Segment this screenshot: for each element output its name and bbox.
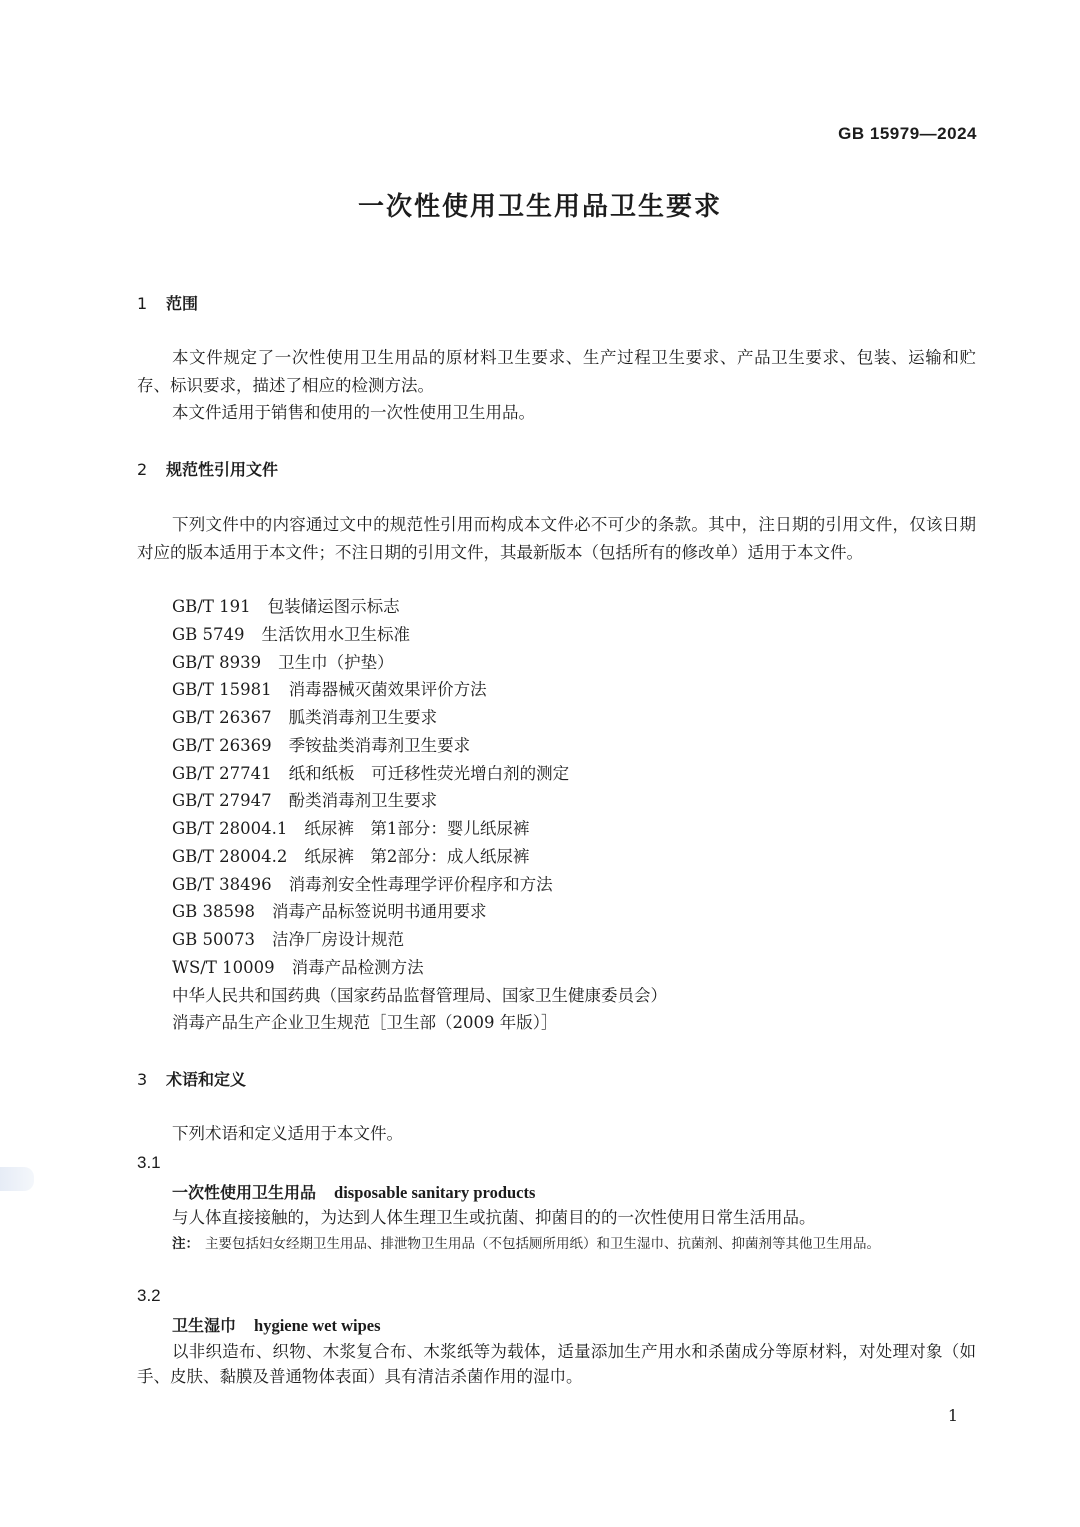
section-number: 2 [137, 460, 148, 479]
reference-item [172, 676, 667, 704]
reference-code: GB 50073 [172, 930, 256, 949]
reference-code: GB/T 27741 [172, 763, 272, 783]
term-name [172, 1180, 535, 1203]
reference-code: GB/T 15981 [172, 680, 272, 700]
section-number: 1 [137, 294, 148, 313]
standard-code: GB 15979—2024 [838, 124, 977, 143]
reference-code: GB/T 191 [172, 597, 251, 616]
reference-code: GB/T 28004.1 [172, 819, 288, 838]
reference-item [172, 898, 667, 926]
reference-item [172, 621, 667, 649]
term-number: 3.2 [137, 1286, 161, 1305]
reference-title: 纸尿裤 第2部分：成人纸尿裤 [304, 846, 530, 866]
reference-title: 生活饮用水卫生标准 [261, 624, 411, 644]
page-number: 1 [947, 1406, 958, 1425]
reference-code: GB 38598 [172, 902, 256, 922]
note-text: 主要包括妇女经期卫生用品、排泄物卫生用品（不包括厕所用纸）和卫生湿巾、抗菌剂、抑菌剂等其他卫生用品。 [205, 1236, 880, 1252]
reference-title: 中华人民共和国药典（国家药品监督管理局、国家卫生健康委员会） [172, 985, 667, 1005]
reference-code: WS/T 10009 [172, 957, 275, 977]
reference-item [172, 732, 667, 760]
reference-item [172, 649, 667, 677]
reference-title: 洁净厂房设计规范 [272, 930, 405, 949]
terms-intro-paragraph: 下列术语和定义适用于本文件。 [172, 1124, 403, 1143]
reference-item [172, 787, 667, 815]
reference-title: 消毒产品标签说明书通用要求 [272, 902, 487, 922]
reference-item [172, 982, 667, 1010]
term-note [172, 1232, 1010, 1256]
normative-intro-paragraph: 下列文件中的内容通过文中的规范性引用而构成本文件必不可少的条款。其中，注日期的引用文件，仅该日期对应的版本适用于本文件；不注日期的引用文件，其最新版本（包括所有的修改单）适用于本文件。 [137, 515, 976, 562]
term-name [172, 1313, 381, 1336]
section-heading-scope [137, 291, 198, 314]
reference-title: 包装储运图示标志 [267, 597, 400, 616]
reference-item [172, 871, 667, 899]
reference-item [172, 815, 667, 843]
section-title: 范围 [166, 294, 199, 313]
term-name-zh: 卫生湿巾 [172, 1316, 237, 1335]
reference-code: GB/T 26369 [172, 735, 272, 755]
reference-code: GB/T 38496 [172, 874, 272, 894]
section-title: 术语和定义 [166, 1070, 247, 1089]
term-name-zh: 一次性使用卫生用品 [172, 1183, 317, 1202]
reference-item [172, 704, 667, 732]
reference-list [172, 593, 667, 1037]
reference-item [172, 843, 667, 871]
term-number: 3.1 [137, 1153, 161, 1172]
reference-title: 消毒产品生产企业卫生规范［卫生部（2009 年版）］ [172, 1013, 558, 1033]
reference-title: 消毒剂安全性毒理学评价程序和方法 [288, 874, 553, 894]
reference-code: GB/T 27947 [172, 791, 272, 811]
reference-code: GB/T 8939 [172, 652, 262, 672]
reference-title: 酚类消毒剂卫生要求 [288, 791, 438, 811]
reference-item [172, 760, 667, 788]
reference-item [172, 1009, 667, 1037]
term-name-en: hygiene wet wipes [254, 1316, 381, 1335]
reference-title: 胍类消毒剂卫生要求 [288, 708, 438, 727]
reference-title: 消毒产品检测方法 [291, 957, 424, 977]
reference-code: GB 5749 [172, 624, 245, 644]
reference-title: 消毒器械灭菌效果评价方法 [288, 680, 487, 700]
section-title: 规范性引用文件 [166, 460, 279, 479]
side-watermark [0, 1167, 34, 1191]
term-definition: 以非织造布、织物、木浆复合布、木浆纸等为载体，适量添加生产用水和杀菌成分等原材料，对处理对象（如手、皮肤、黏膜及普通物体表面）具有清洁杀菌作用的湿巾。 [137, 1342, 976, 1386]
section-heading-terms [137, 1067, 246, 1090]
scope-paragraph-1: 本文件规定了一次性使用卫生用品的原材料卫生要求、生产过程卫生要求、产品卫生要求、包装、运输和贮存、标识要求，描述了相应的检测方法。 [137, 348, 976, 395]
term-name-en: disposable sanitary products [334, 1183, 536, 1202]
section-heading-normative-references [137, 457, 278, 480]
note-label: 注： [172, 1236, 199, 1252]
reference-code: GB/T 28004.2 [172, 846, 288, 866]
reference-item [172, 954, 667, 982]
reference-item [172, 593, 667, 621]
scope-paragraph-2: 本文件适用于销售和使用的一次性使用卫生用品。 [172, 403, 535, 422]
reference-title: 卫生巾（护垫） [278, 652, 394, 672]
reference-code: GB/T 26367 [172, 708, 272, 727]
reference-title: 纸和纸板 可迁移性荧光增白剂的测定 [288, 763, 570, 783]
section-number: 3 [137, 1070, 148, 1089]
reference-item [172, 926, 667, 954]
reference-title: 季铵盐类消毒剂卫生要求 [288, 735, 471, 755]
term-definition: 与人体直接接触的，为达到人体生理卫生或抗菌、抑菌目的的一次性使用日常生活用品。 [172, 1208, 816, 1227]
reference-title: 纸尿裤 第1部分：婴儿纸尿裤 [304, 819, 530, 838]
document-title: 一次性使用卫生用品卫生要求 [357, 192, 722, 222]
